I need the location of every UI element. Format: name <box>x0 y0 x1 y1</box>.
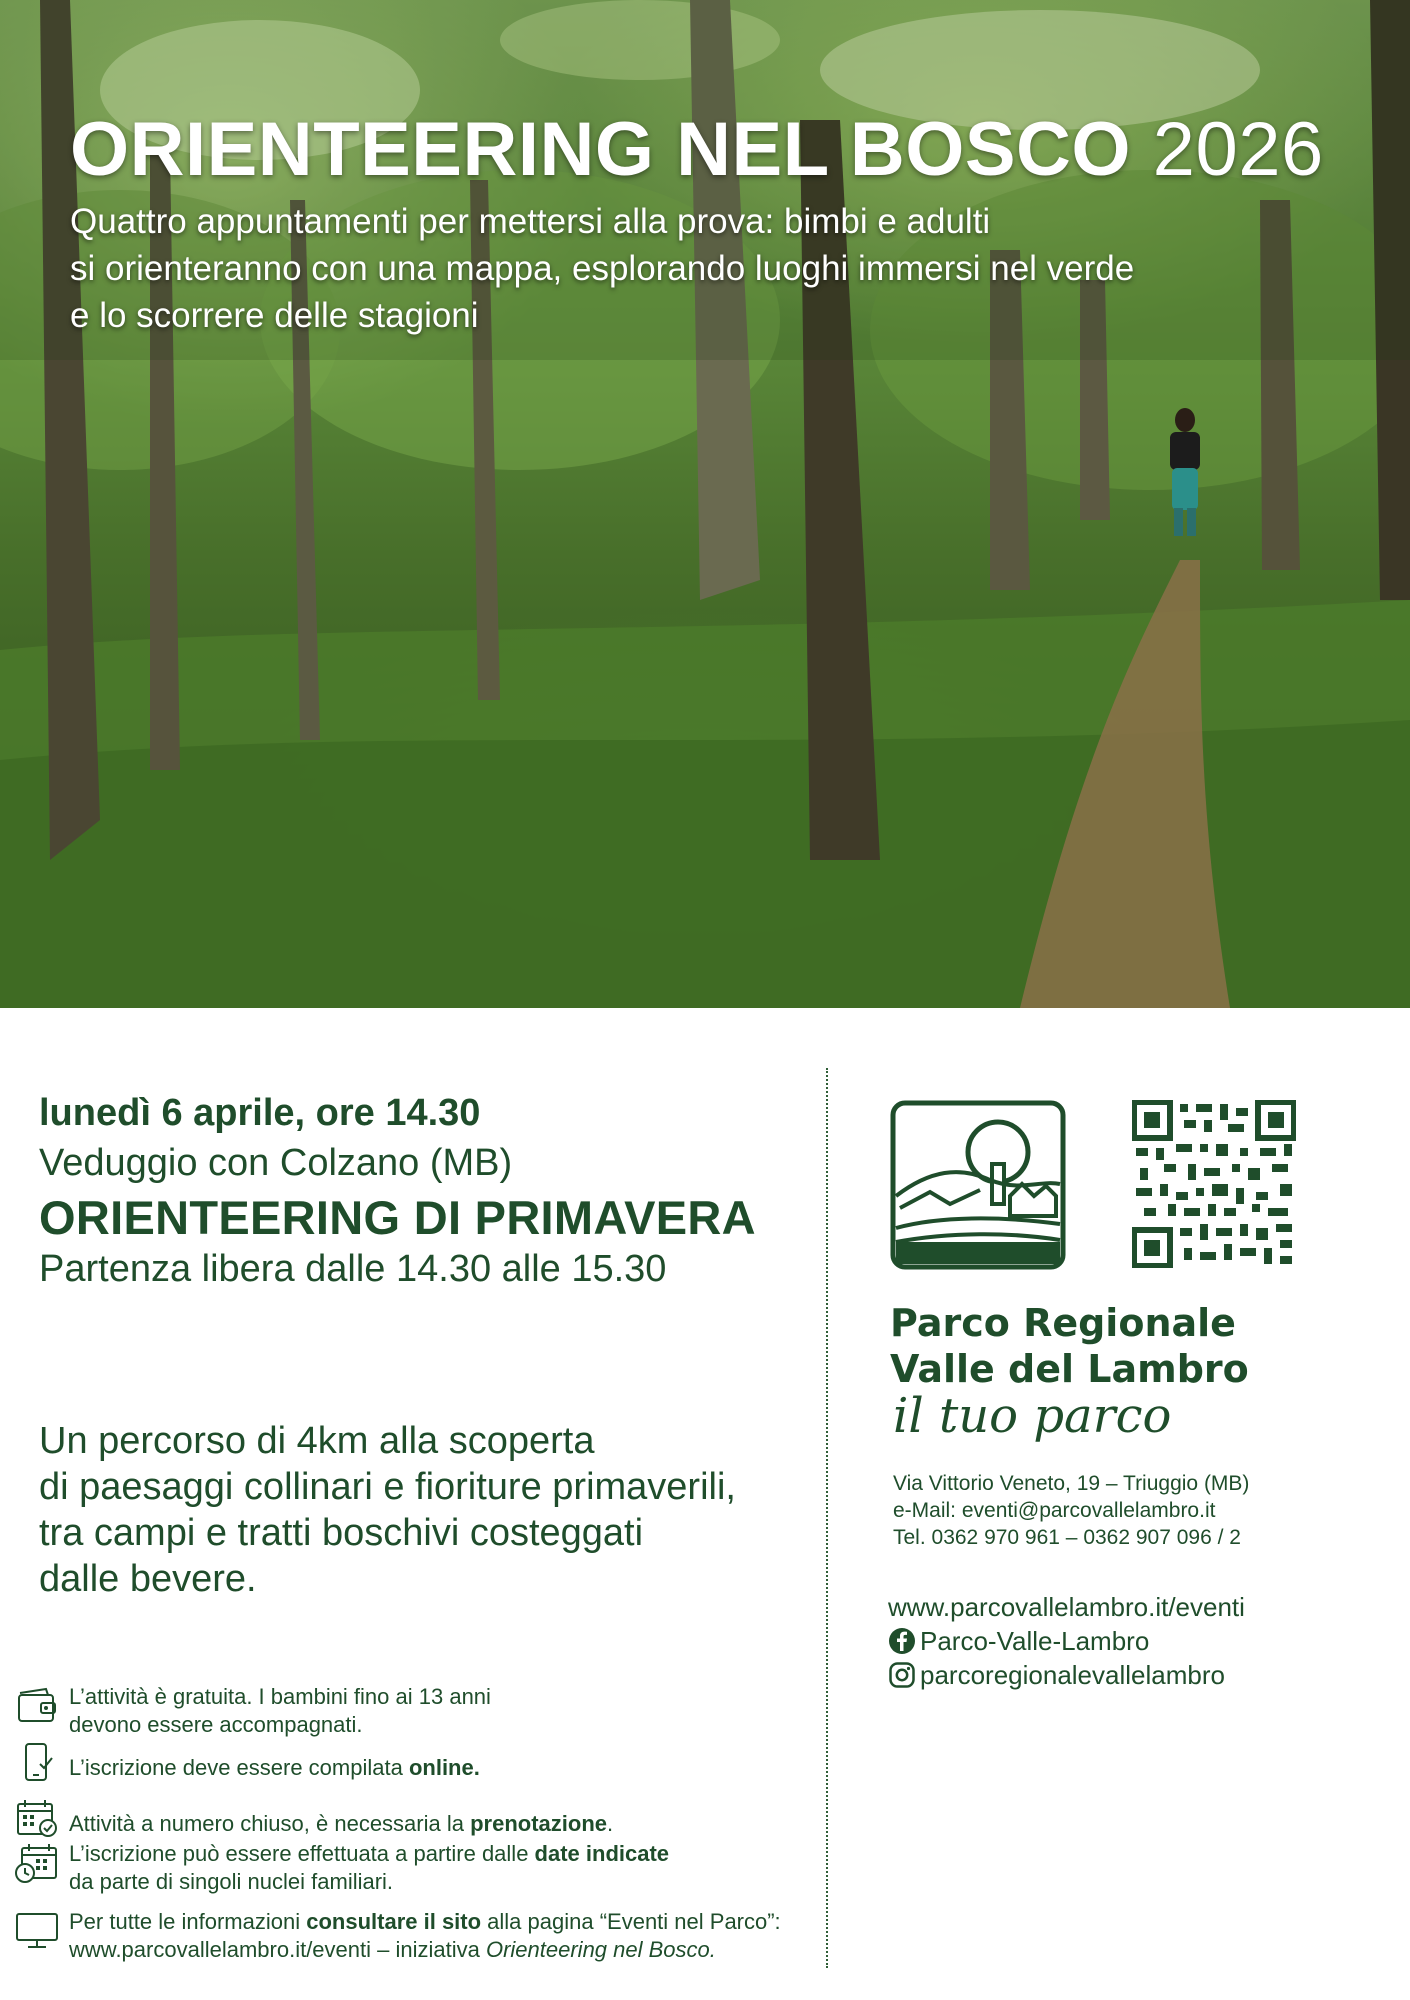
hero-subtitle-line: e lo scorrere delle stagioni <box>70 296 479 335</box>
info-free-line1: L’attività è gratuita. I bambini fino ai 13 anni <box>69 1684 491 1709</box>
park-phone[interactable]: Tel. 0362 970 961 – 0362 907 096 / 2 <box>893 1526 1241 1549</box>
info-online-bold: online. <box>408 1755 480 1780</box>
info-site-line2 <box>69 1936 781 1964</box>
calendar-check-icon <box>14 1796 60 1842</box>
hero-title <box>70 106 1324 194</box>
event-description-line: Un percorso di 4km alla scoperta <box>39 1420 595 1462</box>
info-booking-plain: Attività a numero chiuso, è necessaria la <box>69 1811 471 1836</box>
info-site-italic: Orienteering nel Bosco. <box>485 1937 716 1962</box>
hero-title-year: 2026 <box>1152 107 1324 192</box>
info-site-text <box>69 1908 781 1964</box>
info-online-plain: L’iscrizione deve essere compilata <box>69 1755 409 1780</box>
info-booking-text <box>69 1810 613 1838</box>
instagram-icon <box>888 1661 916 1689</box>
park-web-links <box>888 1590 1245 1692</box>
info-dates-line1 <box>69 1840 669 1868</box>
info-site-line1 <box>69 1908 781 1936</box>
hero-subtitle-line: Quattro appuntamenti per mettersi alla prova: bimbi e adulti <box>70 202 991 241</box>
park-name-line1: Parco Regionale <box>890 1301 1236 1345</box>
wallet-icon <box>14 1683 60 1729</box>
park-logo <box>890 1100 1066 1270</box>
hero-subtitle <box>70 198 1340 339</box>
info-dates-plain: L’iscrizione può essere effettuata a partire dalle <box>69 1841 535 1866</box>
qr-code[interactable] <box>1132 1100 1296 1268</box>
info-dates-text <box>69 1840 669 1896</box>
info-site-plain2: alla pagina “Eventi nel Parco”: <box>481 1909 781 1934</box>
event-description-line: dalle bevere. <box>39 1558 257 1600</box>
event-description <box>39 1418 736 1602</box>
event-description-line: di paesaggi collinari e fioriture primaverili, <box>39 1466 736 1508</box>
monitor-icon <box>14 1908 60 1954</box>
event-date: lunedì 6 aprile, ore 14.30 <box>39 1092 481 1134</box>
event-description-line: tra campi e tratti boschivi costeggati <box>39 1512 644 1554</box>
info-booking-end: . <box>607 1811 614 1836</box>
info-dates-line2: da parte di singoli nuclei familiari. <box>69 1869 394 1894</box>
facebook-text: Parco-Valle-Lambro <box>920 1626 1150 1656</box>
instagram-link[interactable] <box>888 1658 1245 1692</box>
info-site-url: www.parcovallelambro.it/eventi – iniziativa <box>69 1937 486 1962</box>
park-email[interactable]: e-Mail: eventi@parcovallelambro.it <box>893 1499 1216 1522</box>
park-website-link[interactable] <box>888 1590 1245 1624</box>
info-booking-bold: prenotazione <box>470 1811 607 1836</box>
park-address: Via Vittorio Veneto, 19 – Triuggio (MB) <box>893 1472 1250 1495</box>
info-dates-bold: date indicate <box>534 1841 670 1866</box>
park-contacts <box>893 1470 1249 1551</box>
column-divider <box>826 1068 828 1968</box>
park-name <box>890 1300 1249 1392</box>
facebook-link[interactable] <box>888 1624 1245 1658</box>
event-time: Partenza libera dalle 14.30 alle 15.30 <box>39 1248 667 1290</box>
park-name-line2: Valle del Lambro <box>890 1347 1249 1391</box>
info-online-text <box>69 1754 480 1782</box>
smartphone-icon <box>14 1740 60 1786</box>
calendar-clock-icon <box>14 1840 60 1886</box>
hero-title-main: ORIENTEERING NEL BOSCO <box>70 107 1132 192</box>
park-tagline: il tuo parco <box>893 1388 1172 1444</box>
event-name: ORIENTEERING DI PRIMAVERA <box>39 1191 756 1244</box>
event-place: Veduggio con Colzano (MB) <box>39 1142 513 1184</box>
park-website-text: www.parcovallelambro.it/eventi <box>888 1592 1245 1622</box>
hero-subtitle-line: si orienteranno con una mappa, esplorando luoghi immersi nel verde <box>70 249 1135 288</box>
instagram-text: parcoregionalevallelambro <box>920 1660 1225 1690</box>
info-site-plain: Per tutte le informazioni <box>69 1909 307 1934</box>
info-site-bold: consultare il sito <box>306 1909 482 1934</box>
info-free-line2: devono essere accompagnati. <box>69 1712 363 1737</box>
info-free-text <box>69 1683 491 1739</box>
facebook-icon <box>888 1627 916 1655</box>
